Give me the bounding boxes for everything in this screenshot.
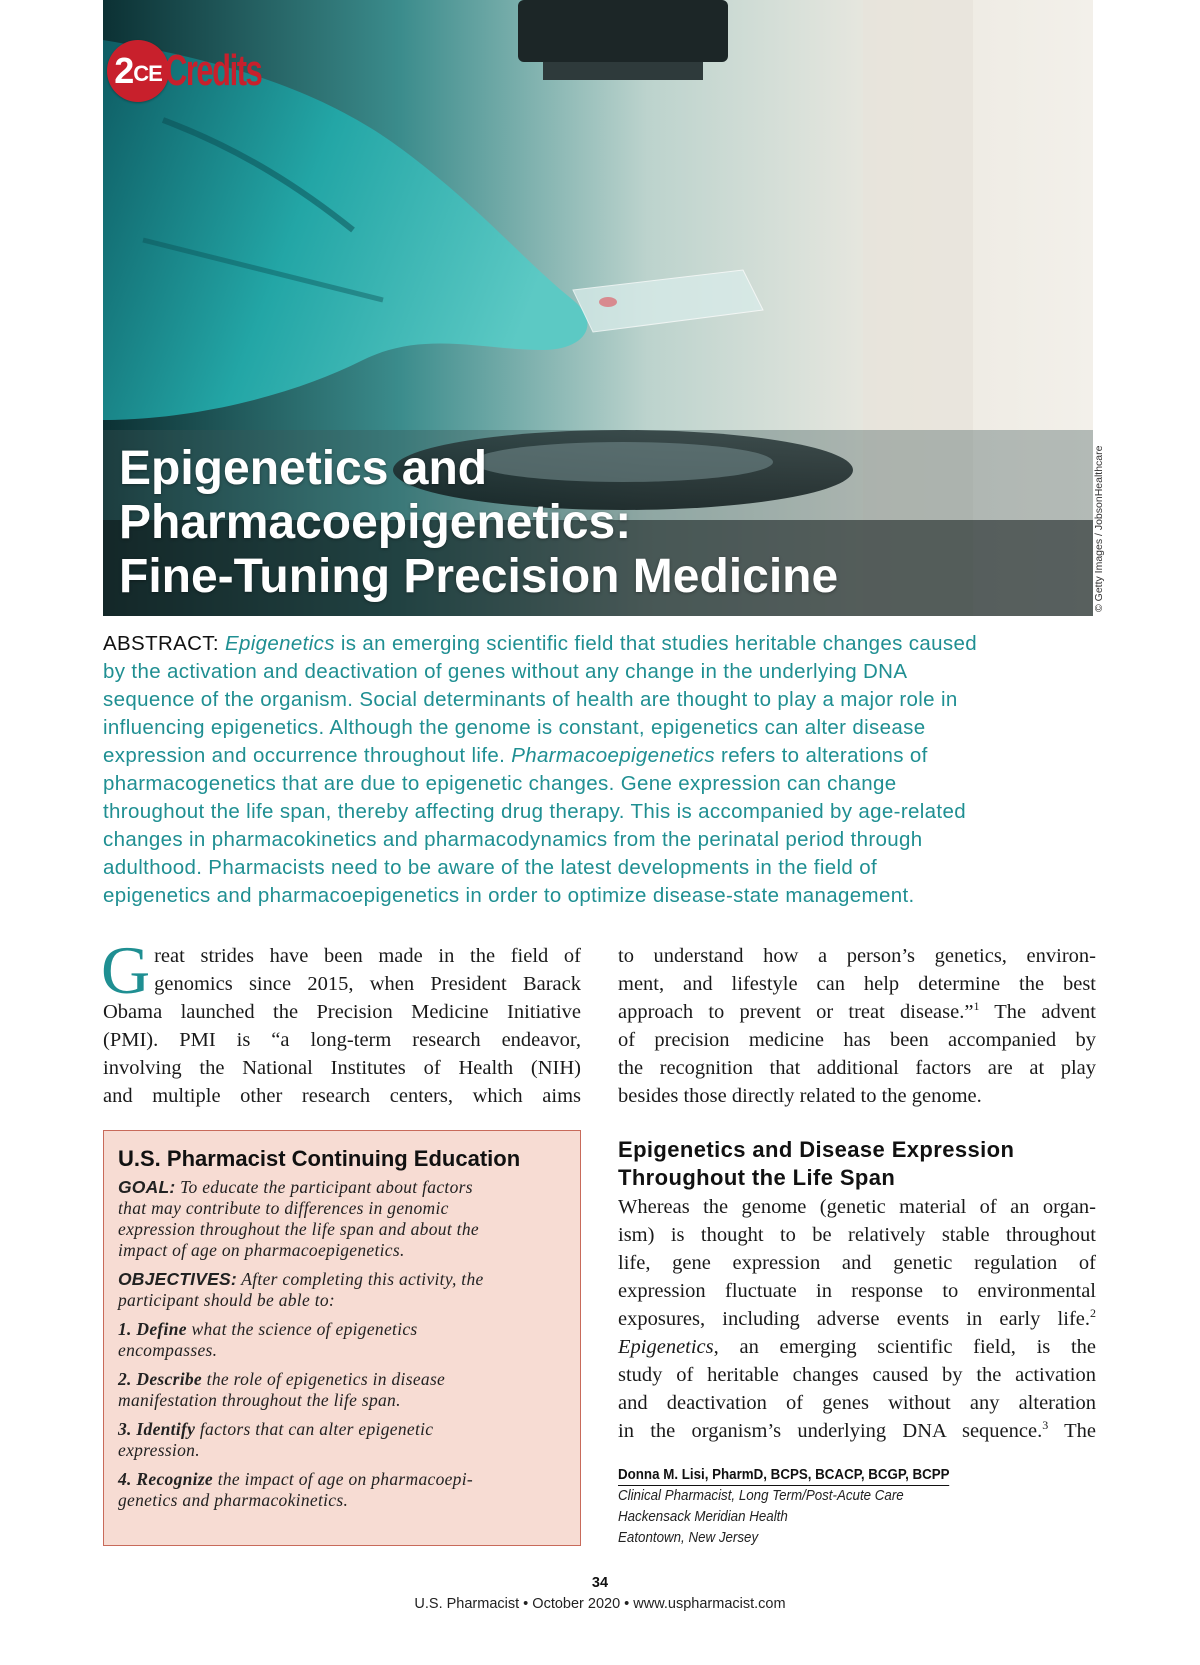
body-line: [618, 998, 1096, 1026]
intro-paragraph: [101, 932, 581, 1110]
abstract-text: expression and occurrence throughout life.: [103, 744, 512, 767]
author-name: Donna M. Lisi, PharmD, BCPS, BCACP, BCGP, BCPP: [618, 1465, 950, 1486]
section-heading-line: Throughout the Life Span: [618, 1165, 896, 1190]
hero-image: [103, 0, 1093, 616]
abstract-line: sequence of the organism. Social determinants of health are thought to play a major role in: [103, 688, 958, 711]
ce-line: [118, 1177, 566, 1198]
ce-line: encompasses.: [118, 1340, 218, 1360]
ce-line: genetics and pharmacokinetics.: [118, 1490, 349, 1510]
author-block: [618, 1465, 978, 1549]
body-line: study of heritable changes caused by the activation: [618, 1364, 1096, 1386]
abstract-line: by the activation and deactivation of genes without any change in the underlying DNA: [103, 660, 908, 683]
body-term: Epigenetics: [618, 1336, 714, 1358]
body-line: Obama launched the Precision Medicine Initiative: [103, 1001, 581, 1023]
ce-line: impact of age on pharmacoepigenetics.: [118, 1240, 405, 1260]
ce-objective-item: [118, 1319, 566, 1361]
reference-marker: 2: [1090, 1306, 1096, 1320]
body-line: [618, 1305, 1096, 1333]
badge-circle: [107, 40, 169, 102]
abstract-text: is an emerging scientific field that studies heritable changes caused: [334, 632, 977, 655]
body-text: in the organism’s underlying DNA sequence.: [618, 1420, 1043, 1442]
body-line: [618, 1333, 1096, 1361]
body-line: Whereas the genome (genetic material of an organ-: [618, 1196, 1096, 1218]
body-line: to understand how a person’s genetics, environ-: [618, 945, 1096, 967]
objective-number: 2.: [118, 1369, 132, 1389]
ce-text: the impact of age on pharmacoepi-: [213, 1469, 474, 1489]
body-text: , an emerging scientific field, is the: [713, 1336, 1096, 1358]
badge-ce: CE: [133, 61, 162, 86]
body-line: [618, 1417, 1096, 1445]
abstract-line: [103, 742, 1113, 770]
objective-number: 3.: [118, 1419, 132, 1439]
ce-text: the role of epigenetics in disease: [202, 1369, 446, 1389]
body-line: of precision medicine has been accompanied by: [618, 1029, 1096, 1051]
abstract-line: [103, 630, 1113, 658]
abstract-term: Epigenetics: [224, 632, 335, 655]
objective-number: 4.: [118, 1469, 132, 1489]
drop-cap: G: [101, 932, 151, 1008]
body-text: The advent: [979, 1001, 1096, 1023]
ce-line: [118, 1269, 566, 1290]
ce-objective-item: [118, 1469, 566, 1511]
ce-line: [118, 1469, 566, 1490]
body-line: (PMI). PMI is “a long-term research endeavor,: [103, 1029, 581, 1051]
photo-credit: © Getty Images / JobsonHealthcare: [1093, 445, 1105, 612]
ce-credits-badge: [107, 36, 303, 106]
body-line: life, gene expression and genetic regulation of: [618, 1252, 1096, 1274]
body-line: genomics since 2015, when President Barack: [154, 973, 581, 995]
badge-credits: Credits: [165, 46, 262, 95]
title-line: Epigenetics and: [119, 442, 488, 495]
ce-text: factors that can alter epigenetic: [195, 1419, 434, 1439]
body-line: ism) is thought to be relatively stable throughout: [618, 1224, 1096, 1246]
objective-number: 1.: [118, 1319, 132, 1339]
author-location: Eatontown, New Jersey: [618, 1530, 759, 1546]
intro-paragraph-continued: [618, 942, 1096, 1110]
ce-line: that may contribute to differences in genomic: [118, 1198, 449, 1218]
ce-goal: [118, 1177, 566, 1261]
abstract-line: adulthood. Pharmacists need to be aware of the latest developments in the field of: [103, 856, 877, 879]
ce-line: [118, 1419, 566, 1440]
objective-verb: Define: [136, 1319, 187, 1339]
publication-footer: U.S. Pharmacist • October 2020 • www.uspharmacist.com: [414, 1596, 786, 1612]
body-line: expression fluctuate in response to environmental: [618, 1280, 1096, 1302]
body-line: involving the National Institutes of Health (NIH): [103, 1057, 581, 1079]
objective-verb: Describe: [136, 1369, 202, 1389]
abstract: [103, 630, 1113, 910]
badge-number: 2: [114, 50, 134, 91]
abstract-text: refers to alterations of: [715, 744, 928, 767]
abstract-line: influencing epigenetics. Although the genome is constant, epigenetics can alter disease: [103, 716, 926, 739]
objectives-label: OBJECTIVES:: [118, 1269, 237, 1289]
body-line: ment, and lifestyle can help determine the best: [618, 973, 1096, 995]
ce-text: After completing this activity, the: [236, 1269, 484, 1289]
ce-objective-item: [118, 1369, 566, 1411]
ce-line: [118, 1319, 566, 1340]
body-line: and multiple other research centers, which aims: [103, 1085, 581, 1107]
ce-line: [118, 1369, 566, 1390]
author-organization: Hackensack Meridian Health: [618, 1509, 788, 1525]
abstract-line: epigenetics and pharmacoepigenetics in order to optimize disease-state management.: [103, 884, 915, 907]
abstract-line: throughout the life span, thereby affecting drug therapy. This is accompanied by age-related: [103, 800, 966, 823]
ce-line: manifestation throughout the life span.: [118, 1390, 401, 1410]
section-heading-line: Epigenetics and Disease Expression: [618, 1137, 1015, 1162]
abstract-label: ABSTRACT:: [103, 632, 219, 655]
ce-objective-item: [118, 1419, 566, 1461]
ce-text: what the science of epigenetics: [186, 1319, 418, 1339]
body-text: approach to prevent or treat disease.”: [618, 1001, 974, 1023]
body-text: The: [1048, 1420, 1096, 1442]
title-line: Pharmacoepigenetics:: [119, 496, 632, 549]
article-title: [119, 442, 1019, 604]
ce-line: expression.: [118, 1440, 200, 1460]
ce-objectives: [118, 1269, 566, 1311]
abstract-line: changes in pharmacokinetics and pharmacodynamics from the perinatal period through: [103, 828, 923, 851]
reference-marker: 1: [973, 999, 980, 1013]
page-number: 34: [591, 1575, 609, 1591]
body-line: the recognition that additional factors are at play: [618, 1057, 1096, 1079]
title-line: Fine-Tuning Precision Medicine: [119, 550, 839, 603]
ce-line: participant should be able to:: [118, 1290, 336, 1310]
abstract-term: Pharmacoepigenetics: [511, 744, 716, 767]
ce-line: expression throughout the life span and about the: [118, 1219, 479, 1239]
objective-verb: Identify: [136, 1419, 196, 1439]
goal-label: GOAL:: [118, 1177, 176, 1197]
body-text: exposures, including adverse events in early life.: [618, 1308, 1090, 1330]
ce-text: To educate the participant about factors: [175, 1177, 473, 1197]
body-line: reat strides have been made in the field of: [154, 945, 581, 967]
body-line: and deactivation of genes without any alteration: [618, 1392, 1096, 1414]
reference-marker: 3: [1042, 1418, 1049, 1432]
continuing-education-box: [103, 1130, 581, 1546]
body-line: besides those directly related to the genome.: [618, 1085, 982, 1107]
ce-box-title: U.S. Pharmacist Continuing Education: [118, 1146, 521, 1171]
author-title: Clinical Pharmacist, Long Term/Post-Acute Care: [618, 1488, 904, 1504]
objective-verb: Recognize: [136, 1469, 214, 1489]
abstract-line: pharmacogenetics that are due to epigenetic changes. Gene expression can change: [103, 772, 897, 795]
section-heading: [618, 1136, 1098, 1192]
section-paragraph: [618, 1193, 1096, 1445]
